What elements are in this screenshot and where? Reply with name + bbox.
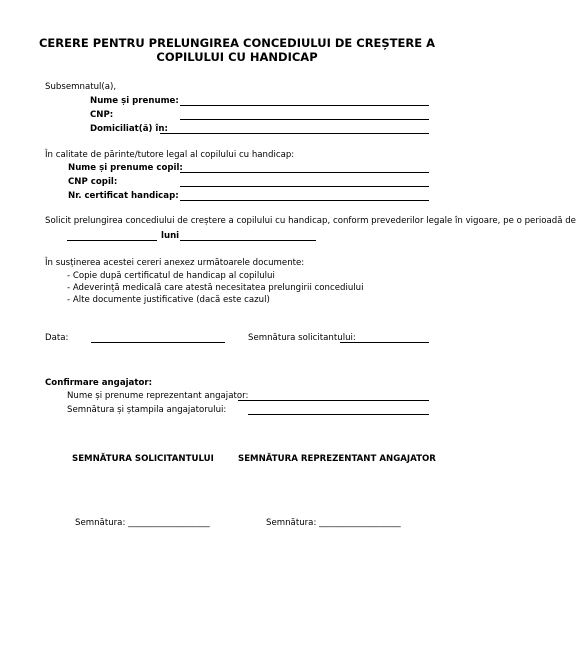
child-name-label: Nume și prenume copil:: [68, 163, 183, 173]
employer-signature-heading: SEMNĂTURA REPREZENTANT ANGAJATOR: [238, 454, 436, 464]
child-cnp-field[interactable]: [180, 186, 429, 187]
request-text: Solicit prelungirea concediului de creștere a copilului cu handicap, conform prevederilor legale în vigoare, pe o perioadă de: [45, 216, 576, 226]
employer-stamp-field[interactable]: [248, 414, 429, 415]
applicant-signature-label: Semnătura solicitantului:: [248, 333, 356, 343]
annex-item: - Adeverință medicală care atestă necesitatea prelungirii concediului: [67, 283, 364, 293]
applicant-signature-heading: SEMNĂTURA SOLICITANTULUI: [72, 454, 214, 464]
applicant-intro: Subsemnatul(a),: [45, 82, 117, 92]
child-cnp-label: CNP copil:: [68, 177, 118, 187]
date-label: Data:: [45, 333, 69, 343]
document-title-line1: CERERE PENTRU PRELUNGIREA CONCEDIULUI DE CREȘTERE A: [38, 36, 435, 50]
date-field[interactable]: [91, 342, 225, 343]
applicant-address-label: Domiciliat(ă) în:: [90, 124, 168, 134]
applicant-signature-line[interactable]: Semnătura: ___________________: [75, 518, 210, 528]
applicant-cnp-label: CNP:: [90, 110, 114, 120]
request-months-field[interactable]: [180, 240, 316, 241]
applicant-name-label: Nume și prenume:: [90, 96, 179, 106]
employer-heading: Confirmare angajator:: [45, 378, 153, 388]
document-title-line2: COPILULUI CU HANDICAP: [156, 50, 318, 64]
child-name-field[interactable]: [180, 172, 429, 173]
applicant-cnp-field[interactable]: [180, 119, 429, 120]
request-period-field[interactable]: [67, 240, 157, 241]
child-cert-label: Nr. certificat handicap:: [68, 191, 179, 201]
annexes-intro: În susținerea acestei cereri anexez următoarele documente:: [45, 258, 305, 268]
employer-rep-label: Nume și prenume reprezentant angajator:: [67, 391, 249, 401]
child-intro: În calitate de părinte/tutore legal al copilului cu handicap:: [45, 150, 295, 160]
annex-item: - Alte documente justificative (dacă este cazul): [67, 295, 270, 305]
employer-rep-field[interactable]: [238, 400, 429, 401]
applicant-address-field[interactable]: [160, 133, 429, 134]
request-months-label: luni: [161, 231, 180, 241]
applicant-name-field[interactable]: [180, 105, 429, 106]
child-cert-field[interactable]: [180, 200, 429, 201]
employer-stamp-label: Semnătura și ștampila angajatorului:: [67, 405, 227, 415]
annex-item: - Copie după certificatul de handicap al copilului: [67, 271, 275, 281]
employer-signature-line[interactable]: Semnătura: ___________________: [266, 518, 401, 528]
applicant-signature-field[interactable]: [340, 342, 429, 343]
